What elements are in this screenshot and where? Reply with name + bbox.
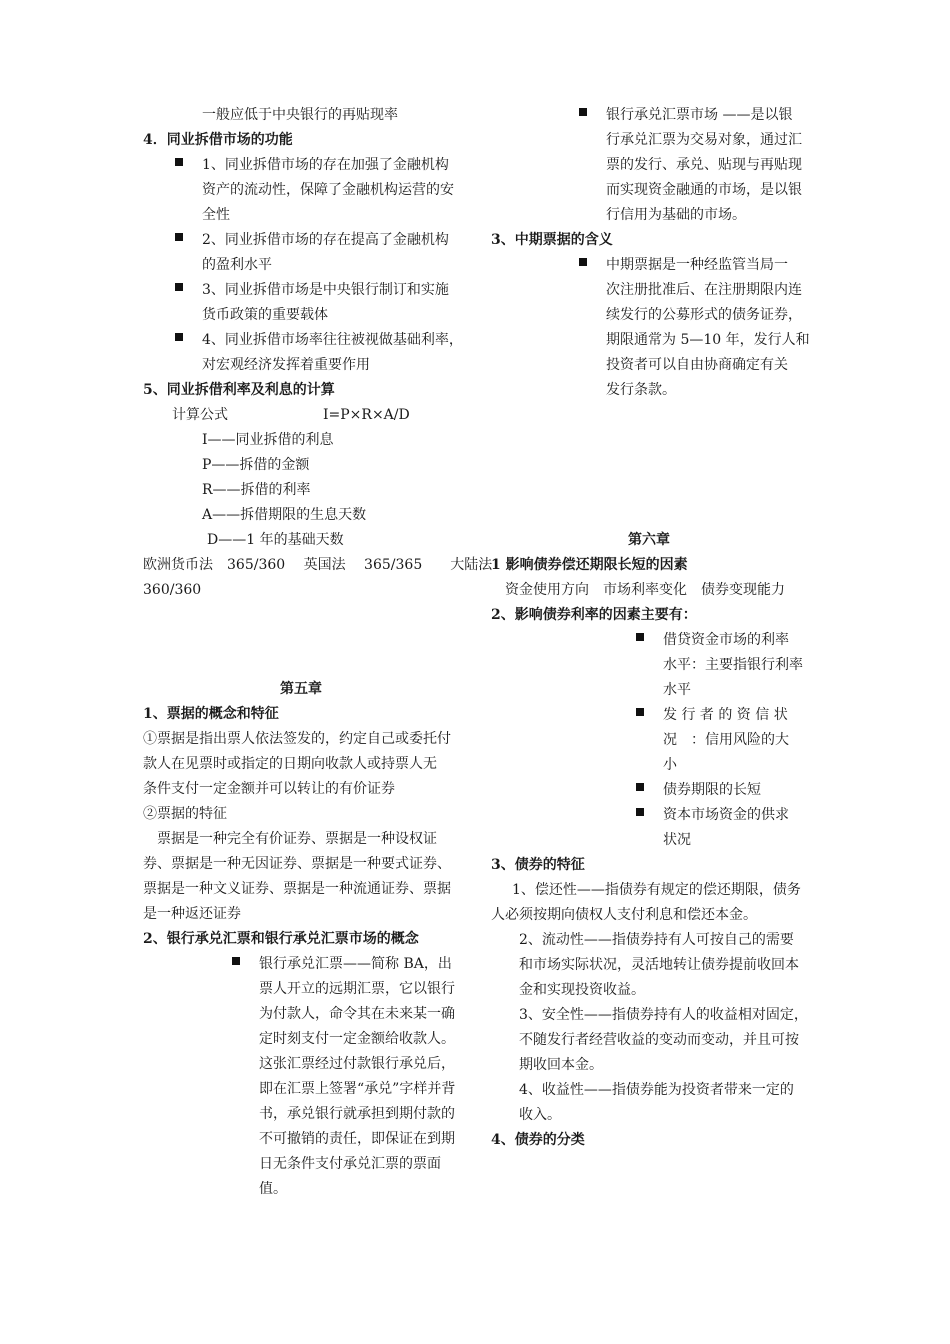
ch6-s2-item1-line: 借贷资金市场的利率 [663,632,789,648]
bullet-square-icon [175,333,183,341]
s4-item1-line3: 全性 [202,207,230,223]
bullet1-line: 行信用为基础的市场。 [606,207,746,223]
s4-item3-line1: 3、同业拆借市场是中央银行制订和实施 [202,282,449,298]
ch5-s1-line: 券、票据是一种无因证券、票据是一种要式证券、 [143,856,451,872]
ch6-s3-line: 人必须按期向债权人支付利息和偿还本金。 [491,907,757,923]
bullet-square-icon [175,158,183,166]
ch6-s2-item4-line: 状况 [663,832,691,848]
var-i: I——同业拆借的利息 [202,432,334,448]
ch6-s3-line: 2、流动性——指债券持有人可按自己的需要 [519,932,794,948]
var-p: P——拆借的金额 [202,457,310,473]
s4-item2-line2: 的盈利水平 [202,257,272,273]
ch5-s2-line: 日无条件支付承兑汇票的票面 [259,1156,441,1172]
s4-item2-line1: 2、同业拆借市场的存在提高了金融机构 [202,232,449,248]
ch5-s1-line: 票据是一种完全有价证券、票据是一种设权证 [143,831,437,847]
ch5-section-2-title: 2、银行承兑汇票和银行承兑汇票市场的概念 [143,931,419,947]
ch6-s1-factors: 资金使用方向 市场利率变化 债券变现能力 [505,582,785,598]
ch6-section-3-title: 3、债券的特征 [491,857,585,873]
ch6-section-1-title: 1 影响债券偿还期限长短的因素 [491,557,688,573]
top-note: 一般应低于中央银行的再贴现率 [202,107,398,123]
ch5-s2-line: 定时刻支付一定金额给收款人。 [259,1031,455,1047]
bullet-square-icon [636,633,644,641]
ch6-s2-item2-line: 小 [663,757,677,773]
var-d: D——1 年的基础天数 [207,532,344,548]
ch6-s3-line: 金和实现投资收益。 [519,982,645,998]
ch6-s3-line: 和市场实际状况，灵活地转让债券提前收回本 [519,957,799,973]
ch6-s2-item1-line: 水平 [663,682,691,698]
ch6-s3-line: 4、收益性——指债券能为投资者带来一定的 [519,1082,794,1098]
section-3-title: 3、中期票据的含义 [491,232,613,248]
ch5-s2-line: 为付款人，命令其在未来某一确 [259,1006,455,1022]
ch6-s3-line: 3、安全性——指债券持有人的收益相对固定， [519,1007,808,1023]
ch6-s3-line: 1、偿还性——指债券有规定的偿还期限，债务 [512,882,801,898]
ch5-s2-line: 不可撤销的责任，即保证在到期 [259,1131,455,1147]
s3-line: 期限通常为 5—10 年，发行人和 [606,332,810,348]
ch6-section-4-title: 4、债券的分类 [491,1132,585,1148]
ch6-s2-item2-line: 发 行 者 的 资 信 状 [663,707,788,723]
bullet-square-icon [175,283,183,291]
bullet-square-icon [636,783,644,791]
ch6-s3-line: 期收回本金。 [519,1057,603,1073]
formula-label: 计算公式 [172,407,228,423]
s4-item4-line1: 4、同业拆借市场率往往被视做基础利率， [202,332,463,348]
ch6-s3-line: 不随发行者经营收益的变动而变动，并且可按 [519,1032,799,1048]
ch5-s2-line: 票人开立的远期汇票，它以银行 [259,981,455,997]
ch5-s1-line: 票据是一种文义证券、票据是一种流通证券、票据 [143,881,451,897]
s3-line: 中期票据是一种经监管当局一 [606,257,788,273]
ch5-s1-line: ①票据是指出票人依法签发的，约定自己或委托付 [143,731,451,747]
ch6-s2-item4-line: 资本市场资金的供求 [663,807,789,823]
ch5-s2-line: 值。 [259,1181,287,1197]
bullet-square-icon [579,258,587,266]
section-4-title: 4．同业拆借市场的功能 [143,132,293,148]
bullet1-line: 银行承兑汇票市场 ——是以银 [606,107,793,123]
s3-line: 发行条款。 [606,382,676,398]
s3-line: 投资者可以自由协商确定有关 [606,357,788,373]
bullet-square-icon [636,808,644,816]
day-count-methods-line1: 欧洲货币法 365/360 英国法 365/365 大陆法 [143,557,493,573]
ch6-s2-item2-line: 况 ：信用风险的大 [663,732,789,748]
chapter-6-title: 第六章 [628,532,670,548]
ch6-section-2-title: 2、影响债券利率的因素主要有： [491,607,697,623]
ch6-s2-item1-line: 水平：主要指银行利率 [663,657,803,673]
s3-line: 次注册批准后、在注册期限内连 [606,282,802,298]
var-r: R——拆借的利率 [202,482,311,498]
ch5-section-1-title: 1、票据的概念和特征 [143,706,279,722]
bullet-square-icon [232,957,240,965]
bullet-square-icon [579,108,587,116]
ch5-s2-line: 书，承兑银行就承担到期付款的 [259,1106,455,1122]
bullet-square-icon [175,233,183,241]
chapter-5-title: 第五章 [280,681,322,697]
var-a: A——拆借期限的生息天数 [202,507,367,523]
s3-line: 续发行的公募形式的债务证券， [606,307,802,323]
ch5-s1-line: 是一种返还证券 [143,906,241,922]
formula: I=P×R×A/D [323,407,410,423]
ch5-s1-line: 款人在见票时或指定的日期向收款人或持票人无 [143,756,437,772]
s4-item3-line2: 货币政策的重要载体 [202,307,328,323]
ch5-s1-line: ②票据的特征 [143,806,227,822]
ch5-s2-line: 这张汇票经过付款银行承兑后， [259,1056,455,1072]
ch6-s3-line: 收入。 [519,1107,561,1123]
day-count-methods-line2: 360/360 [143,582,202,598]
ch6-s2-item3-line: 债券期限的长短 [663,782,761,798]
bullet1-line: 而实现资金融通的市场，是以银 [606,182,802,198]
bullet-square-icon [636,708,644,716]
bullet1-line: 票的发行、承兑、贴现与再贴现 [606,157,802,173]
s4-item1-line1: 1、同业拆借市场的存在加强了金融机构 [202,157,449,173]
section-5-title: 5、同业拆借利率及利息的计算 [143,382,335,398]
s4-item1-line2: 资产的流动性，保障了金融机构运营的安 [202,182,454,198]
ch5-s1-line: 条件支付一定金额并可以转让的有价证券 [143,781,395,797]
s4-item4-line2: 对宏观经济发挥着重要作用 [202,357,370,373]
ch5-s2-line: 银行承兑汇票——简称 BA，出 [259,956,452,972]
bullet1-line: 行承兑汇票为交易对象，通过汇 [606,132,802,148]
ch5-s2-line: 即在汇票上签署“承兑”字样并背 [259,1081,456,1097]
